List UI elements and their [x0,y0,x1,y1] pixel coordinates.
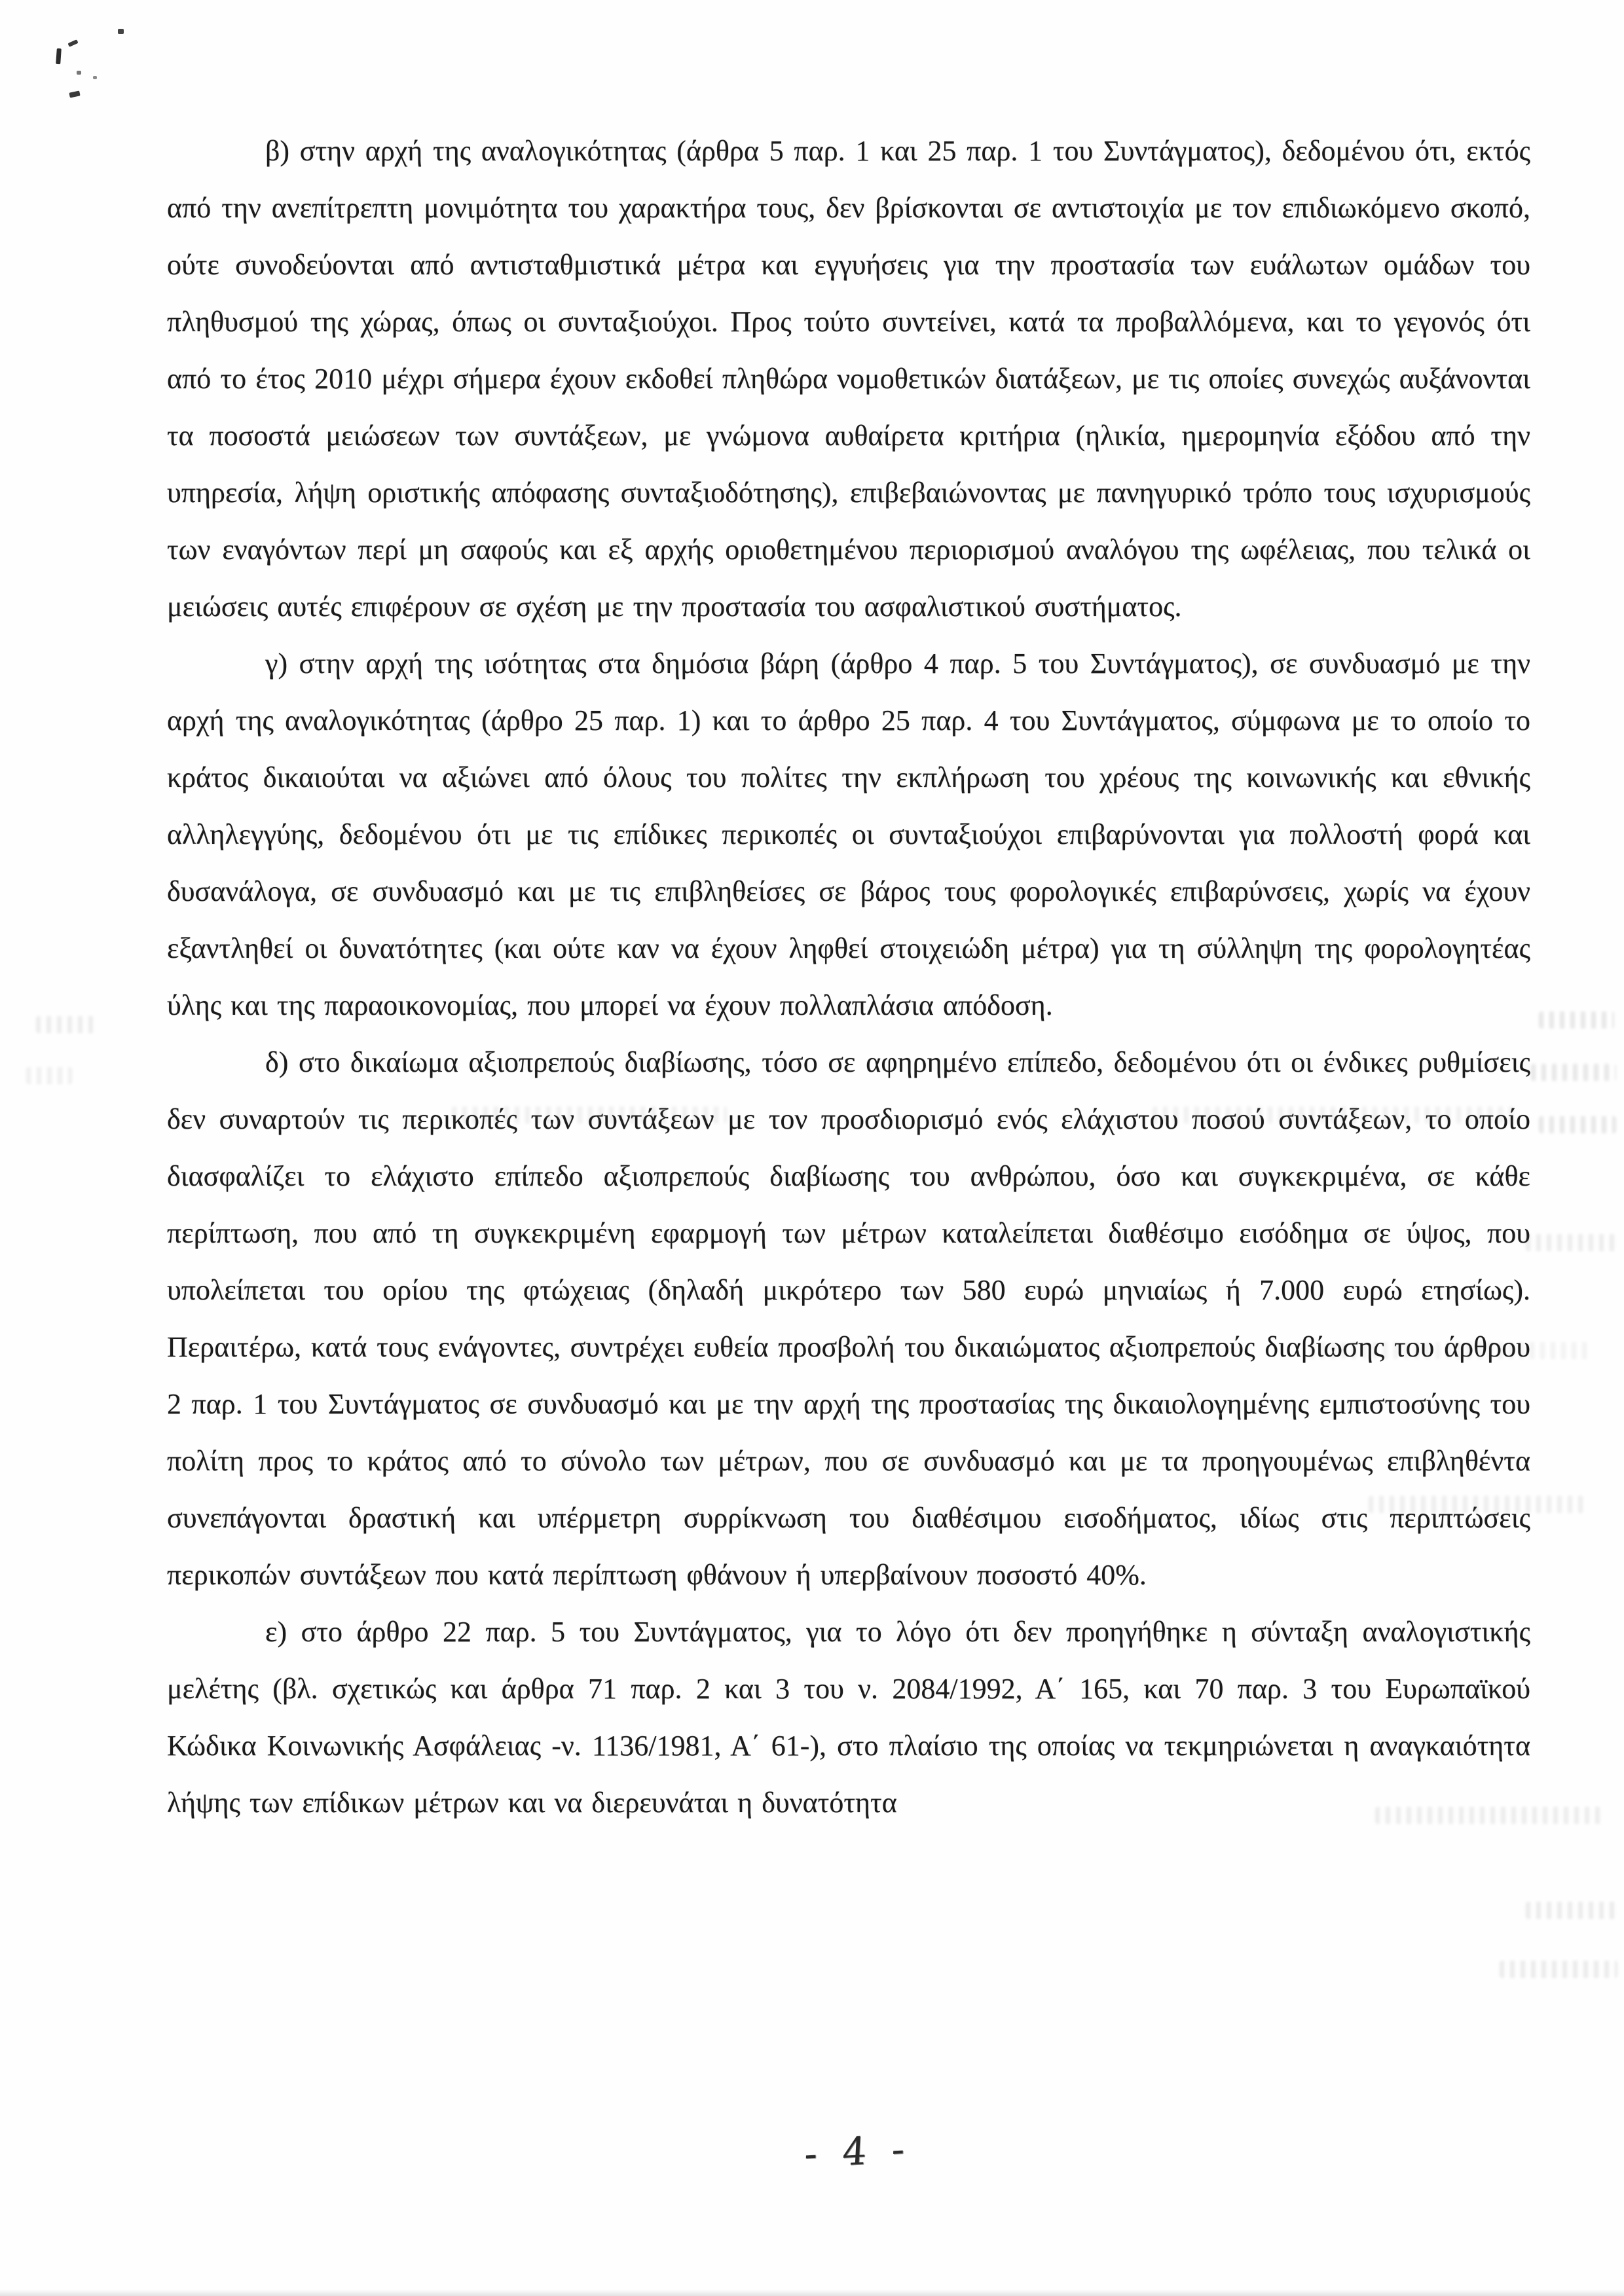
scan-artifact [56,48,62,64]
scan-smudge [1369,1496,1585,1513]
scan-smudge [1539,1011,1614,1029]
paragraph-delta: δ) στο δικαίωμα αξιοπρεπούς διαβίωσης, τόσο σε αφηρημένο επίπεδο, δεδομένου ότι οι ένδικες ρυθμίσεις δεν συναρτούν τις περικοπές των συντάξεων με τον προσδιορισμό ενός ελάχιστου ποσού συντάξεων, το οποίο διασφαλίζει το ελάχιστο επίπεδο αξιοπρεπούς διαβίωσης του ανθρώπου, όσο και συγκεκριμένα, σε κάθε περίπτωση, που από τη συγκεκριμένη εφαρμογή των μέτρων καταλείπεται διαθέσιμο εισόδημα σε ύψος, που υπολείπεται του ορίου της φτώχειας (δηλαδή μικρότερο των 580 ευρώ μηνιαίως ή 7.000 ευρώ ετησίως). Περαιτέρω, κατά τους ενάγοντες, συντρέχει ευθεία προσβολή του δικαιώματος αξιοπρεπούς διαβίωσης του άρθρου 2 παρ. 1 του Συντάγματος σε συνδυασμό και με την αρχή της προστασίας της δικαιολογημένης εμπιστοσύνης του πολίτη προς το κράτος από το σύνολο των μέτρων, που σε συνδυασμό και με τα προηγουμένως επιβληθέντα συνεπάγονται δραστική και υπέρμετρη συρρίκνωση του διαθέσιμου εισοδήματος, ιδίως στις περιπτώσεις περικοπών συντάξεων που κατά περίπτωση φθάνουν ή υπερβαίνουν ποσοστό 40%. [167,1046,1530,1591]
scan-smudge [36,1016,98,1033]
scan-smudge [1375,1807,1604,1824]
scan-smudge [1531,1064,1616,1081]
paragraph-epsilon: ε) στο άρθρο 22 παρ. 5 του Συντάγματος, για το λόγο ότι δεν προηγήθηκε η σύνταξη αναλογιστικής μελέτης (βλ. σχετικώς και άρθρα 71 παρ. 2 και 3 του ν. 2084/1992, Α΄ 165, και 70 παρ. 3 του Ευρωπαϊκού Κώδικα Κοινωνικής Ασφάλειας -ν. 1136/1981, Α΄ 61-), στο πλαίσιο της οποίας να τεκμηριώνεται η αναγκαιότητα λήψης των επίδικων μέτρων και να διερευνάται η δυνατότητα [167,1616,1530,1819]
scan-artifact [93,76,97,79]
scan-smudge [1539,1116,1616,1133]
scan-smudge [452,1106,727,1123]
scan-smudge [1310,1342,1591,1359]
scan-artifact [77,71,81,75]
paragraph-beta: β) στην αρχή της αναλογικότητας (άρθρα 5 παρ. 1 και 25 παρ. 1 του Συντάγματος), δεδομένου ότι, εκτός από την ανεπίτρεπτη μονιμότητα του χαρακτήρα τους, δεν βρίσκονται σε αντιστοιχία με τον επιδιωκόμενο σκοπό, ούτε συνοδεύονται από αντισταθμιστικά μέτρα και εγγυήσεις για την προστασία των ευάλωτων ομάδων του πληθυσμού της χώρας, όπως οι συνταξιούχοι. Προς τούτο συντείνει, κατά τα προβαλλόμενα, και το γεγονός ότι από το έτος 2010 μέχρι σήμερα έχουν εκδοθεί πληθώρα νομοθετικών διατάξεων, με τις οποίες συνεχώς αυξάνονται τα ποσοστά μειώσεων των συντάξεων, με γνώμονα αυθαίρετα κριτήρια (ηλικία, ημερομηνία εξόδου από την υπηρεσία, λήψη οριστικής απόφασης συνταξιοδότησης), επιβεβαιώνοντας με πανηγυρικό τρόπο τους ισχυρισμούς των εναγόντων περί μη σαφούς και εξ αρχής οριοθετημένου περιορισμού αναλόγου της ωφέλειας, που τελικά οι μειώσεις αυτές επιφέρουν σε σχέση με την προστασία του ασφαλιστικού συστήματος. [167,135,1530,623]
scan-smudge [26,1067,72,1084]
page-number: - 4 - [803,2126,913,2177]
scan-smudge [1153,1106,1519,1123]
scan-artifact [69,90,80,98]
body-text [167,122,1530,1831]
scan-smudge [1526,1902,1617,1919]
scan-artifact [67,39,78,47]
scan-smudge [1500,1961,1617,1978]
scan-bottom-edge [0,2289,1624,2296]
paragraph-gamma: γ) στην αρχή της ισότητας στα δημόσια βάρη (άρθρο 4 παρ. 5 του Συντάγματος), σε συνδυασμό με την αρχή της αναλογικότητας (άρθρο 25 παρ. 1) και το άρθρο 25 παρ. 4 του Συντάγματος, σύμφωνα με το οποίο το κράτος δικαιούται να αξιώνει από όλους του πολίτες την εκπλήρωση του χρέους της κοινωνικής και εθνικής αλληλεγγύης, δεδομένου ότι με τις επίδικες περικοπές οι συνταξιούχοι επιβαρύνονται για πολλοστή φορά και δυσανάλογα, σε συνδυασμό και με τις επιβληθείσες σε βάρος τους φορολογικές επιβαρύνσεις, χωρίς να έχουν εξαντληθεί οι δυνατότητες (και ούτε καν να έχουν ληφθεί στοιχειώδη μέτρα) για τη σύλληψη της φορολογητέας ύλης και της παραοικονομίας, που μπορεί να έχουν πολλαπλάσια απόδοση. [167,647,1530,1021]
scan-smudge [1526,1234,1617,1251]
scan-artifact [118,29,124,34]
